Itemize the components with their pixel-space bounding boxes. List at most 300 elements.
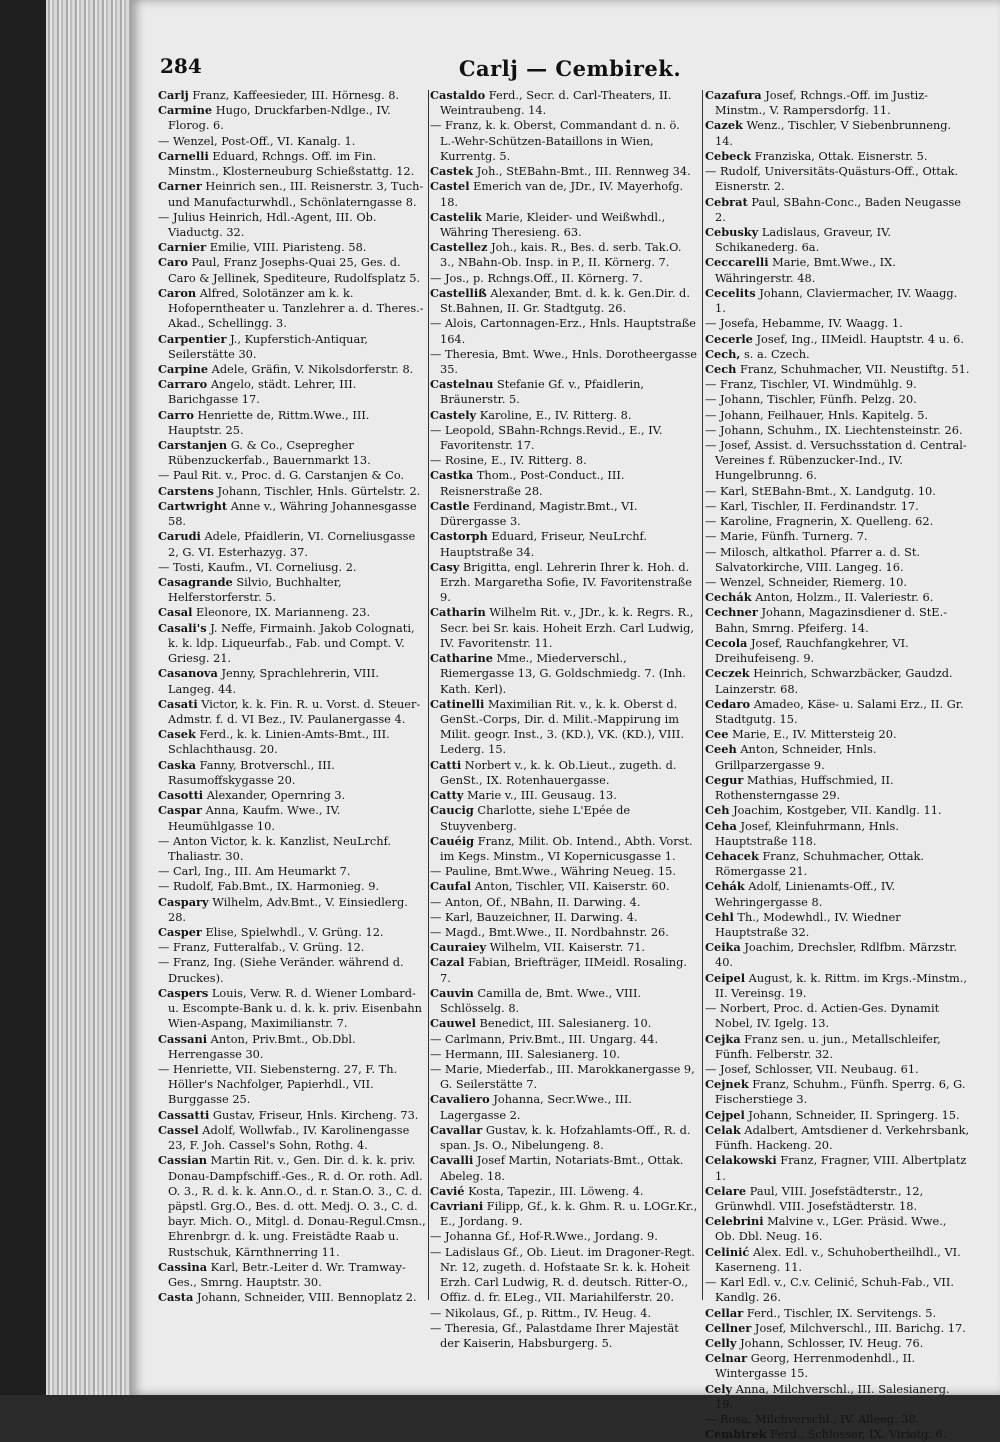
directory-entry	[158, 955, 426, 985]
entry-surname: Carnier	[158, 240, 207, 255]
entry-details: Ladislaus, Graveur, IV. Schikanederg. 6a.	[715, 224, 891, 255]
entry-surname: Cazal	[430, 955, 465, 970]
entry-surname: Cechák	[705, 590, 752, 605]
directory-entry	[430, 605, 698, 651]
directory-entry	[705, 1123, 970, 1153]
entry-details: Franz, Schuhmacher, Ottak. Römergasse 21.	[715, 848, 924, 879]
directory-entry	[705, 971, 970, 1001]
directory-entry	[705, 529, 970, 544]
directory-entry	[705, 1153, 970, 1183]
directory-entry	[158, 605, 426, 620]
entry-surname: Cartwright	[158, 498, 228, 513]
directory-entry	[158, 879, 426, 894]
entry-surname: Cebeck	[705, 148, 752, 163]
entry-surname: Castellez	[430, 240, 488, 255]
entry-surname: Casek	[158, 727, 196, 742]
entry-details: Anne v., Währing Johannesgasse 58.	[168, 498, 417, 529]
entry-details: — Julius Heinrich, Hdl.-Agent, III. Ob. Viaductg. 32.	[158, 209, 377, 239]
entry-details: Anton, Tischler, VII. Kaiserstr. 60.	[474, 879, 670, 894]
entry-details: Marie v., III. Geusaug. 13.	[467, 788, 617, 803]
entry-details: — Wenzel, Schneider, Riemerg. 10.	[705, 575, 907, 589]
entry-details: Adolf, Wollwfab., IV. Karolinengasse 23, F. Joh. Cassel's Sohn, Rothg. 4.	[168, 1122, 410, 1153]
entry-details: Karoline, E., IV. Ritterg. 8.	[479, 407, 632, 422]
directory-entry	[158, 255, 426, 285]
entry-details: — Anton, Of., NBahn, II. Darwing. 4.	[430, 894, 641, 909]
entry-surname: Cavriani	[430, 1198, 484, 1213]
entry-surname: Cejpel	[705, 1107, 745, 1122]
entry-surname: Ceika	[705, 940, 741, 955]
entry-surname: Catinelli	[430, 696, 485, 711]
entry-details: Ferd., Tischler, IX. Servitengs. 5.	[746, 1305, 937, 1320]
directory-entry	[430, 1321, 698, 1351]
entry-details: Franz, Milit. Ob. Intend., Abth. Vorst. im Kegs. Minstm., VI Kopernicusgasse 1.	[440, 833, 693, 863]
entry-details: Adolf, Linienamts-Off., IV. Wehringergasse 8.	[715, 879, 896, 909]
directory-entry	[705, 697, 970, 727]
entry-surname: Cely	[705, 1381, 733, 1396]
directory-entry	[705, 849, 970, 879]
entry-details: Josef, Ing., IIMeidl. Hauptstr. 4 u. 6.	[756, 331, 964, 346]
entry-surname: Casper	[158, 925, 202, 940]
directory-entry	[158, 1260, 426, 1290]
entry-details: Wilhelm Rit. v., JDr., k. k. Regrs. R., Secr. bei Sr. kais. Hoheit Erzh. Carl Ludwig, IV. Favoritenstr. 11.	[440, 605, 695, 650]
entry-details: Maximilian Rit. v., k. k. Oberst d. GenSt.-Corps, Dir. d. Milit.-Mappirung im Milit. geogr. Inst., 3. (KD.), VK. (KD.), VIII. Lederg. 15.	[440, 696, 684, 757]
directory-entry	[705, 347, 970, 362]
directory-entry	[705, 1427, 970, 1442]
entry-details: — Karl Edl. v., C.v. Celinić, Schuh-Fab., VII. Kandlg. 26.	[705, 1275, 954, 1305]
directory-entry	[158, 240, 426, 255]
entry-details: Emerich van de, JDr., IV. Mayerhofg. 18.	[440, 179, 684, 209]
entry-details: — Paul Rit. v., Proc. d. G. Carstanjen & Co.	[158, 468, 405, 483]
entry-details: Georg, Herrenmodenhdl., II. Wintergasse 15.	[715, 1351, 916, 1381]
entry-surname: Cebrat	[705, 194, 748, 209]
entry-details: — Norbert, Proc. d. Actien-Ges. Dynamit Nobel, IV. Igelg. 13.	[705, 1001, 940, 1031]
directory-entry	[158, 88, 426, 103]
directory-entry	[705, 1306, 970, 1321]
directory-entry	[430, 651, 698, 697]
directory-entry	[705, 499, 970, 514]
entry-details: — Wenzel, Post-Off., VI. Kanalg. 1.	[158, 133, 356, 148]
directory-entry	[430, 758, 698, 788]
entry-details: — Jos., p. Rchngs.Off., II. Körnerg. 7.	[430, 270, 643, 285]
directory-entry	[705, 392, 970, 407]
directory-entry	[705, 88, 970, 118]
entry-surname: Cehacek	[705, 848, 759, 863]
entry-details: Josef Martin, Notariats-Bmt., Ottak. Abeleg. 18.	[440, 1153, 684, 1183]
entry-surname: Ceccarelli	[705, 255, 769, 270]
directory-entry	[705, 377, 970, 392]
entry-details: Malvine v., LGer. Präsid. Wwe., Ob. Dbl. Neug. 16.	[715, 1214, 947, 1244]
directory-entry	[705, 1351, 970, 1381]
column-divider	[702, 90, 703, 1300]
directory-entry	[158, 103, 426, 133]
entry-details: Adele, Gräfin, V. Nikolsdorferstr. 8.	[211, 361, 414, 376]
directory-entry	[158, 1123, 426, 1153]
directory-entry	[430, 1123, 698, 1153]
directory-entry	[430, 940, 698, 955]
directory-entry	[705, 149, 970, 164]
entry-surname: Carpentier	[158, 331, 227, 346]
directory-column-3	[705, 88, 970, 1442]
entry-details: Alfred, Solotänzer am k. k. Hofoperntheater u. Tanzlehrer a. d. Theres.-Akad., Schellingg. 3.	[168, 285, 424, 331]
entry-surname: Castel	[430, 179, 470, 194]
entry-details: — Nikolaus, Gf., p. Rittm., IV. Heug. 4.	[430, 1305, 652, 1320]
directory-entry	[430, 1062, 698, 1092]
entry-details: Eduard, Friseur, NeuLrchf. Hauptstraße 34.	[440, 529, 647, 559]
entry-surname: Carro	[158, 407, 194, 422]
directory-entry	[430, 697, 698, 758]
entry-details: Amadeo, Käse- u. Salami Erz., II. Gr. Stadtgutg. 15.	[715, 696, 964, 726]
entry-details: — Rudolf, Fab.Bmt., IX. Harmonieg. 9.	[158, 879, 380, 894]
directory-entry	[705, 940, 970, 970]
directory-entry	[705, 1382, 970, 1412]
entry-details: — Johann, Schuhm., IX. Liechtensteinstr. 26.	[705, 422, 963, 437]
directory-entry	[158, 834, 426, 864]
directory-entry	[705, 438, 970, 484]
entry-details: Alexander, Bmt. d. k. k. Gen.Dir. d. St.Bahnen, II. Gr. Stadtgutg. 26.	[440, 285, 690, 316]
directory-entry	[158, 758, 426, 788]
directory-entry	[705, 255, 970, 285]
directory-entry	[158, 362, 426, 377]
entry-surname: Casotti	[158, 788, 204, 803]
entry-surname: Carnelli	[158, 148, 209, 163]
entry-surname: Casati	[158, 696, 198, 711]
entry-surname: Carstanjen	[158, 438, 228, 453]
directory-entry	[430, 453, 698, 468]
directory-entry	[705, 636, 970, 666]
directory-entry	[705, 484, 970, 499]
entry-surname: Cazek	[705, 118, 743, 133]
entry-surname: Castelliß	[430, 285, 487, 300]
entry-details: Victor, k. k. Fin. R. u. Vorst. d. Steuer-Admstr. f. d. VI Bez., IV. Paulanergasse 4.	[168, 696, 421, 726]
directory-entry	[158, 408, 426, 438]
entry-details: Filipp, Gf., k. k. Ghm. R. u. LOGr.Kr., E., Jordang. 9.	[440, 1198, 698, 1229]
entry-details: Johann, Tischler, Hnls. Gürtelstr. 2.	[217, 483, 421, 498]
entry-details: — Johann, Tischler, Fünfh. Pelzg. 20.	[705, 392, 917, 407]
entry-details: Jenny, Sprachlehrerin, VIII. Langeg. 44.	[168, 666, 379, 696]
directory-entry	[430, 1199, 698, 1229]
entry-details: Kosta, Tapezir., III. Löweng. 4.	[468, 1183, 644, 1198]
entry-details: Johann, Schneider, II. Springerg. 15.	[748, 1107, 960, 1122]
directory-entry	[705, 408, 970, 423]
directory-entry	[705, 773, 970, 803]
directory-entry	[158, 788, 426, 803]
entry-details: — Magd., Bmt.Wwe., II. Nordbahnstr. 26.	[430, 925, 669, 940]
entry-surname: Casta	[158, 1290, 194, 1305]
directory-entry	[430, 925, 698, 940]
directory-entry	[430, 88, 698, 118]
entry-details: Joh., kais. R., Bes. d. serb. Tak.O. 3., NBahn-Ob. Insp. in P., II. Körnerg. 7.	[440, 240, 682, 270]
entry-surname: Caspar	[158, 803, 203, 818]
entry-details: Ferd., Schlosser, IX. Viriotg. 6.	[770, 1427, 947, 1442]
directory-entry	[158, 484, 426, 499]
entry-details: Charlotte, siehe L'Epée de Stuyvenberg.	[440, 803, 631, 833]
directory-entry	[705, 803, 970, 818]
entry-surname: Casagrande	[158, 575, 233, 589]
entry-details: Angelo, städt. Lehrer, III. Barichgasse 17.	[168, 377, 357, 407]
directory-entry	[158, 1108, 426, 1123]
entry-details: — Alois, Cartonnagen-Erz., Hnls. Hauptstraße 164.	[430, 316, 696, 346]
entry-surname: Caucig	[430, 803, 474, 818]
entry-surname: Casal	[158, 605, 193, 620]
entry-details: Heinrich, Schwarzbäcker, Gaudzd. Lainzerstr. 68.	[715, 666, 953, 696]
directory-entry	[430, 1092, 698, 1122]
directory-entry	[705, 1062, 970, 1077]
entry-details: — Leopold, SBahn-Rchngs.Revid., E., IV. Favoritenstr. 17.	[430, 422, 663, 453]
entry-details: Martin Rit. v., Gen. Dir. d. k. k. priv. Donau-Dampfschiff.-Ges., R. d. Or. roth. Adl. O. 3., R. d. k. k. Ann.O., d. r. Stan.O. 3., C. d. päpstl. Grg.O., Bes. d. ott. Medj. O. 3., C. d. bayr. Mich. O., Mitgl. d. Donau-Regul.Cmsn., Ehrenbrgr. d. k. ung. Freistädte Raab u. Rustschuk, Kärnthnerring 11.	[168, 1153, 426, 1259]
entry-details: Brigitta, engl. Lehrerin Ihrer k. Hoh. d. Erzh. Margaretha Sofie, IV. Favoritenstraße 9.	[440, 559, 692, 605]
directory-entry	[430, 347, 698, 377]
entry-surname: Cejka	[705, 1031, 741, 1046]
entry-details: Marie, Kleider- und Weißwhdl., Währing Theresieng. 63.	[440, 209, 666, 239]
entry-surname: Cehl	[705, 909, 734, 924]
entry-surname: Casanova	[158, 666, 218, 681]
directory-entry	[705, 118, 970, 148]
entry-details: Ferd., k. k. Linien-Amts-Bmt., III. Schlachthausg. 20.	[168, 727, 390, 757]
entry-surname: Celebrini	[705, 1214, 764, 1229]
entry-details: — Marie, Miederfab., III. Marokkanergasse 9, G. Seilerstätte 7.	[430, 1062, 695, 1092]
entry-details: — Ladislaus Gf., Ob. Lieut. im Dragoner-Regt. Nr. 12, zugeth. d. Hofstaate Sr. k. k. Hoheit Erzh. Carl Ludwig, R. d. deutsch. Ritter-O., Offiz. d. fr. ELeg., VII. Mariahilferstr. 20.	[430, 1244, 695, 1305]
entry-details: Paul, SBahn-Conc., Baden Neugasse 2.	[715, 194, 962, 224]
entry-details: — Hermann, III. Salesianerg. 10.	[430, 1046, 621, 1061]
entry-details: — Karoline, Fragnerin, X. Quelleng. 62.	[705, 514, 934, 529]
directory-entry	[705, 164, 970, 194]
entry-details: Ferdinand, Magistr.Bmt., VI. Dürergasse 3.	[440, 498, 638, 529]
entry-surname: Ceczek	[705, 666, 750, 681]
directory-entry	[430, 1229, 698, 1244]
directory-entry	[705, 742, 970, 772]
directory-entry	[705, 819, 970, 849]
entry-details: Fanny, Brotverschl., III. Rasumoffskygasse 20.	[168, 757, 335, 787]
entry-details: Josef, Milchverschl., III. Barichg. 17.	[754, 1320, 966, 1335]
entry-surname: Cavalli	[430, 1153, 474, 1168]
entry-details: Franz, Kaffeesieder, III. Hörnesg. 8.	[192, 88, 400, 102]
entry-surname: Castelnau	[430, 377, 494, 392]
directory-entry	[430, 286, 698, 316]
directory-entry	[430, 910, 698, 925]
directory-entry	[430, 468, 698, 498]
directory-entry	[705, 225, 970, 255]
directory-entry	[705, 545, 970, 575]
directory-entry	[430, 164, 698, 179]
entry-details: s. a. Czech.	[743, 346, 810, 361]
entry-surname: Castorph	[430, 529, 488, 544]
entry-surname: Carstens	[158, 483, 214, 498]
directory-entry	[705, 575, 970, 590]
directory-entry	[705, 286, 970, 316]
entry-details: Franz, Fragner, VIII. Albertplatz 1.	[715, 1153, 967, 1183]
entry-surname: Cassian	[158, 1153, 208, 1168]
directory-entry	[158, 210, 426, 240]
entry-surname: Cellar	[705, 1305, 744, 1320]
entry-details: — Rudolf, Universitäts-Quästurs-Off., Ottak. Eisnerstr. 2.	[705, 164, 959, 194]
entry-details: Mme., Miederverschl., Riemergasse 13, G. Goldschmiedg. 7. (Inh. Kath. Kerl).	[440, 651, 686, 696]
entry-details: Gustav, Friseur, Hnls. Kircheng. 73.	[212, 1107, 419, 1122]
entry-surname: Caspary	[158, 894, 209, 909]
column-divider	[428, 90, 429, 1300]
directory-entry	[158, 1290, 426, 1305]
entry-details: — Johanna Gf., Hof-R.Wwe., Jordang. 9.	[430, 1229, 658, 1244]
entry-surname: Ceeh	[705, 742, 737, 757]
directory-entry	[158, 895, 426, 925]
directory-entry	[158, 529, 426, 559]
directory-entry	[158, 864, 426, 879]
entry-surname: Cehák	[705, 879, 745, 894]
directory-entry	[430, 1245, 698, 1306]
directory-entry	[430, 955, 698, 985]
entry-details: — Carlmann, Priv.Bmt., III. Ungarg. 44.	[430, 1031, 659, 1046]
entry-details: Thom., Post-Conduct., III. Reisnerstraße 28.	[440, 468, 625, 498]
directory-entry	[430, 1306, 698, 1321]
directory-entry	[158, 697, 426, 727]
directory-entry	[158, 1062, 426, 1108]
entry-surname: Cebusky	[705, 224, 759, 239]
entry-details: — Milosch, altkathol. Pfarrer a. d. St. Salvatorkirche, VIII. Langeg. 16.	[705, 544, 921, 574]
entry-surname: Celly	[705, 1335, 737, 1350]
directory-entry	[430, 879, 698, 894]
entry-surname: Cauvin	[430, 985, 474, 1000]
directory-entry	[158, 499, 426, 529]
directory-entry	[158, 925, 426, 940]
entry-surname: Casy	[430, 559, 460, 574]
directory-entry	[705, 316, 970, 331]
directory-entry	[430, 1153, 698, 1183]
entry-surname: Castely	[430, 407, 477, 422]
directory-entry	[705, 1275, 970, 1305]
entry-details: Wilhelm, VII. Kaiserstr. 71.	[489, 940, 646, 955]
directory-entry	[705, 1184, 970, 1214]
directory-entry	[430, 1016, 698, 1031]
directory-entry	[158, 468, 426, 483]
binding-shadow	[0, 0, 46, 1395]
directory-entry	[705, 666, 970, 696]
entry-surname: Cassatti	[158, 1107, 210, 1122]
directory-entry	[430, 499, 698, 529]
entry-details: — Karl, Tischler, II. Ferdinandstr. 17.	[705, 498, 919, 513]
directory-entry	[430, 240, 698, 270]
directory-entry	[158, 332, 426, 362]
entry-surname: Castek	[430, 164, 474, 179]
directory-entry	[430, 788, 698, 803]
entry-surname: Cecelits	[705, 285, 756, 300]
entry-details: Franz, Schuhmacher, VII. Neustiftg. 51.	[740, 361, 970, 376]
entry-details: Johanna, Secr.Wwe., III. Lagergasse 2.	[440, 1092, 632, 1122]
directory-entry	[705, 1032, 970, 1062]
entry-details: Adalbert, Amtsdiener d. Verkehrsbank, Fünfh. Hackeng. 20.	[715, 1122, 970, 1153]
entry-surname: Cassani	[158, 1031, 208, 1046]
entry-details: Johann, Schlosser, IV. Heug. 76.	[740, 1335, 924, 1350]
directory-entry	[430, 529, 698, 559]
entry-details: — Marie, Fünfh. Turnerg. 7.	[705, 529, 868, 544]
entry-surname: Caspers	[158, 985, 209, 1000]
directory-entry	[430, 1032, 698, 1047]
running-head: Carlj — Cembirek.	[458, 56, 682, 81]
entry-surname: Caska	[158, 757, 196, 772]
entry-surname: Cech	[705, 361, 737, 376]
entry-details: — Josef, Schlosser, VII. Neubaug. 61.	[705, 1062, 919, 1076]
directory-entry	[158, 1153, 426, 1260]
entry-surname: Celare	[705, 1183, 747, 1198]
entry-surname: Cellner	[705, 1320, 752, 1335]
entry-details: Alexander, Opernring 3.	[206, 788, 346, 803]
entry-surname: Catharine	[430, 651, 493, 666]
entry-details: — Tosti, Kaufm., VI. Corneliusg. 2.	[158, 559, 357, 574]
entry-surname: Celnar	[705, 1351, 748, 1366]
entry-surname: Cedaro	[705, 696, 751, 711]
entry-details: Elise, Spielwhdl., V. Grüng. 12.	[205, 925, 384, 940]
entry-surname: Casali's	[158, 620, 207, 635]
entry-surname: Cavié	[430, 1183, 465, 1198]
directory-entry	[158, 149, 426, 179]
directory-entry	[158, 179, 426, 209]
entry-details: Norbert v., k. k. Ob.Lieut., zugeth. d. GenSt., IX. Rotenhauergasse.	[440, 757, 677, 787]
directory-entry	[158, 438, 426, 468]
entry-surname: Caufal	[430, 879, 472, 894]
directory-entry	[705, 1077, 970, 1107]
entry-details: Joachim, Drechsler, Rdlfbm. Märzstr. 40.	[715, 940, 958, 970]
entry-details: J., Kupferstich-Antiquar, Seilerstätte 30.	[168, 331, 369, 361]
entry-surname: Carmine	[158, 103, 213, 118]
directory-entry	[430, 118, 698, 164]
entry-details: Hugo, Druckfarben-Ndlge., IV. Florog. 6.	[168, 103, 391, 133]
directory-entry	[158, 560, 426, 575]
directory-entry	[430, 423, 698, 453]
entry-details: Louis, Verw. R. d. Wiener Lombard- u. Escompte-Bank u. d. k. k. priv. Eisenbahn Wien-Aspang, Maximilianstr. 7.	[168, 985, 422, 1031]
entry-details: Eleonore, IX. Marianneng. 23.	[196, 605, 371, 620]
entry-details: Ferd., Secr. d. Carl-Theaters, II. Weintraubeng. 14.	[440, 88, 672, 118]
entry-details: Josef, Rchngs.-Off. im Justiz-Minstm., V. Rampersdorfg. 11.	[715, 88, 929, 118]
directory-entry	[705, 1245, 970, 1275]
directory-entry	[705, 423, 970, 438]
entry-details: Anna, Kaufm. Wwe., IV. Heumühlgasse 10.	[168, 803, 341, 833]
entry-details: Marie, Bmt.Wwe., IX. Währingerstr. 48.	[715, 255, 896, 285]
directory-entry	[430, 377, 698, 407]
entry-details: — Pauline, Bmt.Wwe., Währing Neueg. 15.	[430, 864, 676, 879]
directory-column-1	[158, 88, 426, 1306]
directory-entry	[705, 1214, 970, 1244]
entry-details: Anton, Holzm., II. Valeriestr. 6.	[755, 590, 934, 605]
entry-surname: Carudi	[158, 529, 201, 544]
directory-entry	[430, 560, 698, 606]
entry-details: August, k. k. Rittm. im Krgs.-Minstm., II. Vereinsg. 19.	[715, 970, 968, 1000]
entry-details: Alex. Edl. v., Schuhobertheilhdl., VI. Kaserneng. 11.	[715, 1244, 961, 1274]
entry-details: Franz, Schuhm., Fünfh. Sperrg. 6, G. Fischerstiege 3.	[715, 1077, 966, 1107]
entry-details: — Franz, k. k. Oberst, Commandant d. n. ö. L.-Wehr-Schützen-Bataillons in Wien, Kurrentg. 5.	[430, 118, 680, 163]
directory-entry	[705, 195, 970, 225]
directory-entry	[430, 1184, 698, 1199]
entry-surname: Celakowski	[705, 1153, 777, 1168]
entry-details: — Rosine, E., IV. Ritterg. 8.	[430, 453, 587, 468]
directory-entry	[158, 727, 426, 757]
entry-details: Silvio, Buchhalter, Helferstorferstr. 5.	[168, 575, 342, 605]
directory-entry	[430, 986, 698, 1016]
directory-entry	[430, 179, 698, 209]
entry-details: Emilie, VIII. Piaristeng. 58.	[209, 240, 367, 255]
directory-entry	[158, 666, 426, 696]
directory-entry	[430, 210, 698, 240]
directory-entry	[705, 514, 970, 529]
directory-entry	[158, 803, 426, 833]
entry-details: — Franz, Ing. (Siehe Veränder. während d. Druckes).	[158, 955, 404, 985]
entry-details: Anton, Schneider, Hnls. Grillparzergasse 9.	[715, 742, 877, 772]
entry-details: Mathias, Huffschmied, II. Rothensterngasse 29.	[715, 772, 894, 803]
entry-surname: Castaldo	[430, 88, 486, 102]
entry-details: — Anton Victor, k. k. Kanzlist, NeuLrchf. Thaliastr. 30.	[158, 833, 391, 863]
entry-details: Th., Modewhdl., IV. Wiedner Hauptstraße 32.	[715, 909, 901, 940]
entry-details: Wenz., Tischler, V Siebenbrunneng. 14.	[715, 118, 952, 148]
entry-details: Joachim, Kostgeber, VII. Kandlg. 11.	[733, 803, 942, 818]
directory-entry	[705, 332, 970, 347]
entry-details: Adele, Pfaidlerin, VI. Corneliusgasse 2, G. VI. Esterhazyg. 37.	[168, 529, 416, 559]
